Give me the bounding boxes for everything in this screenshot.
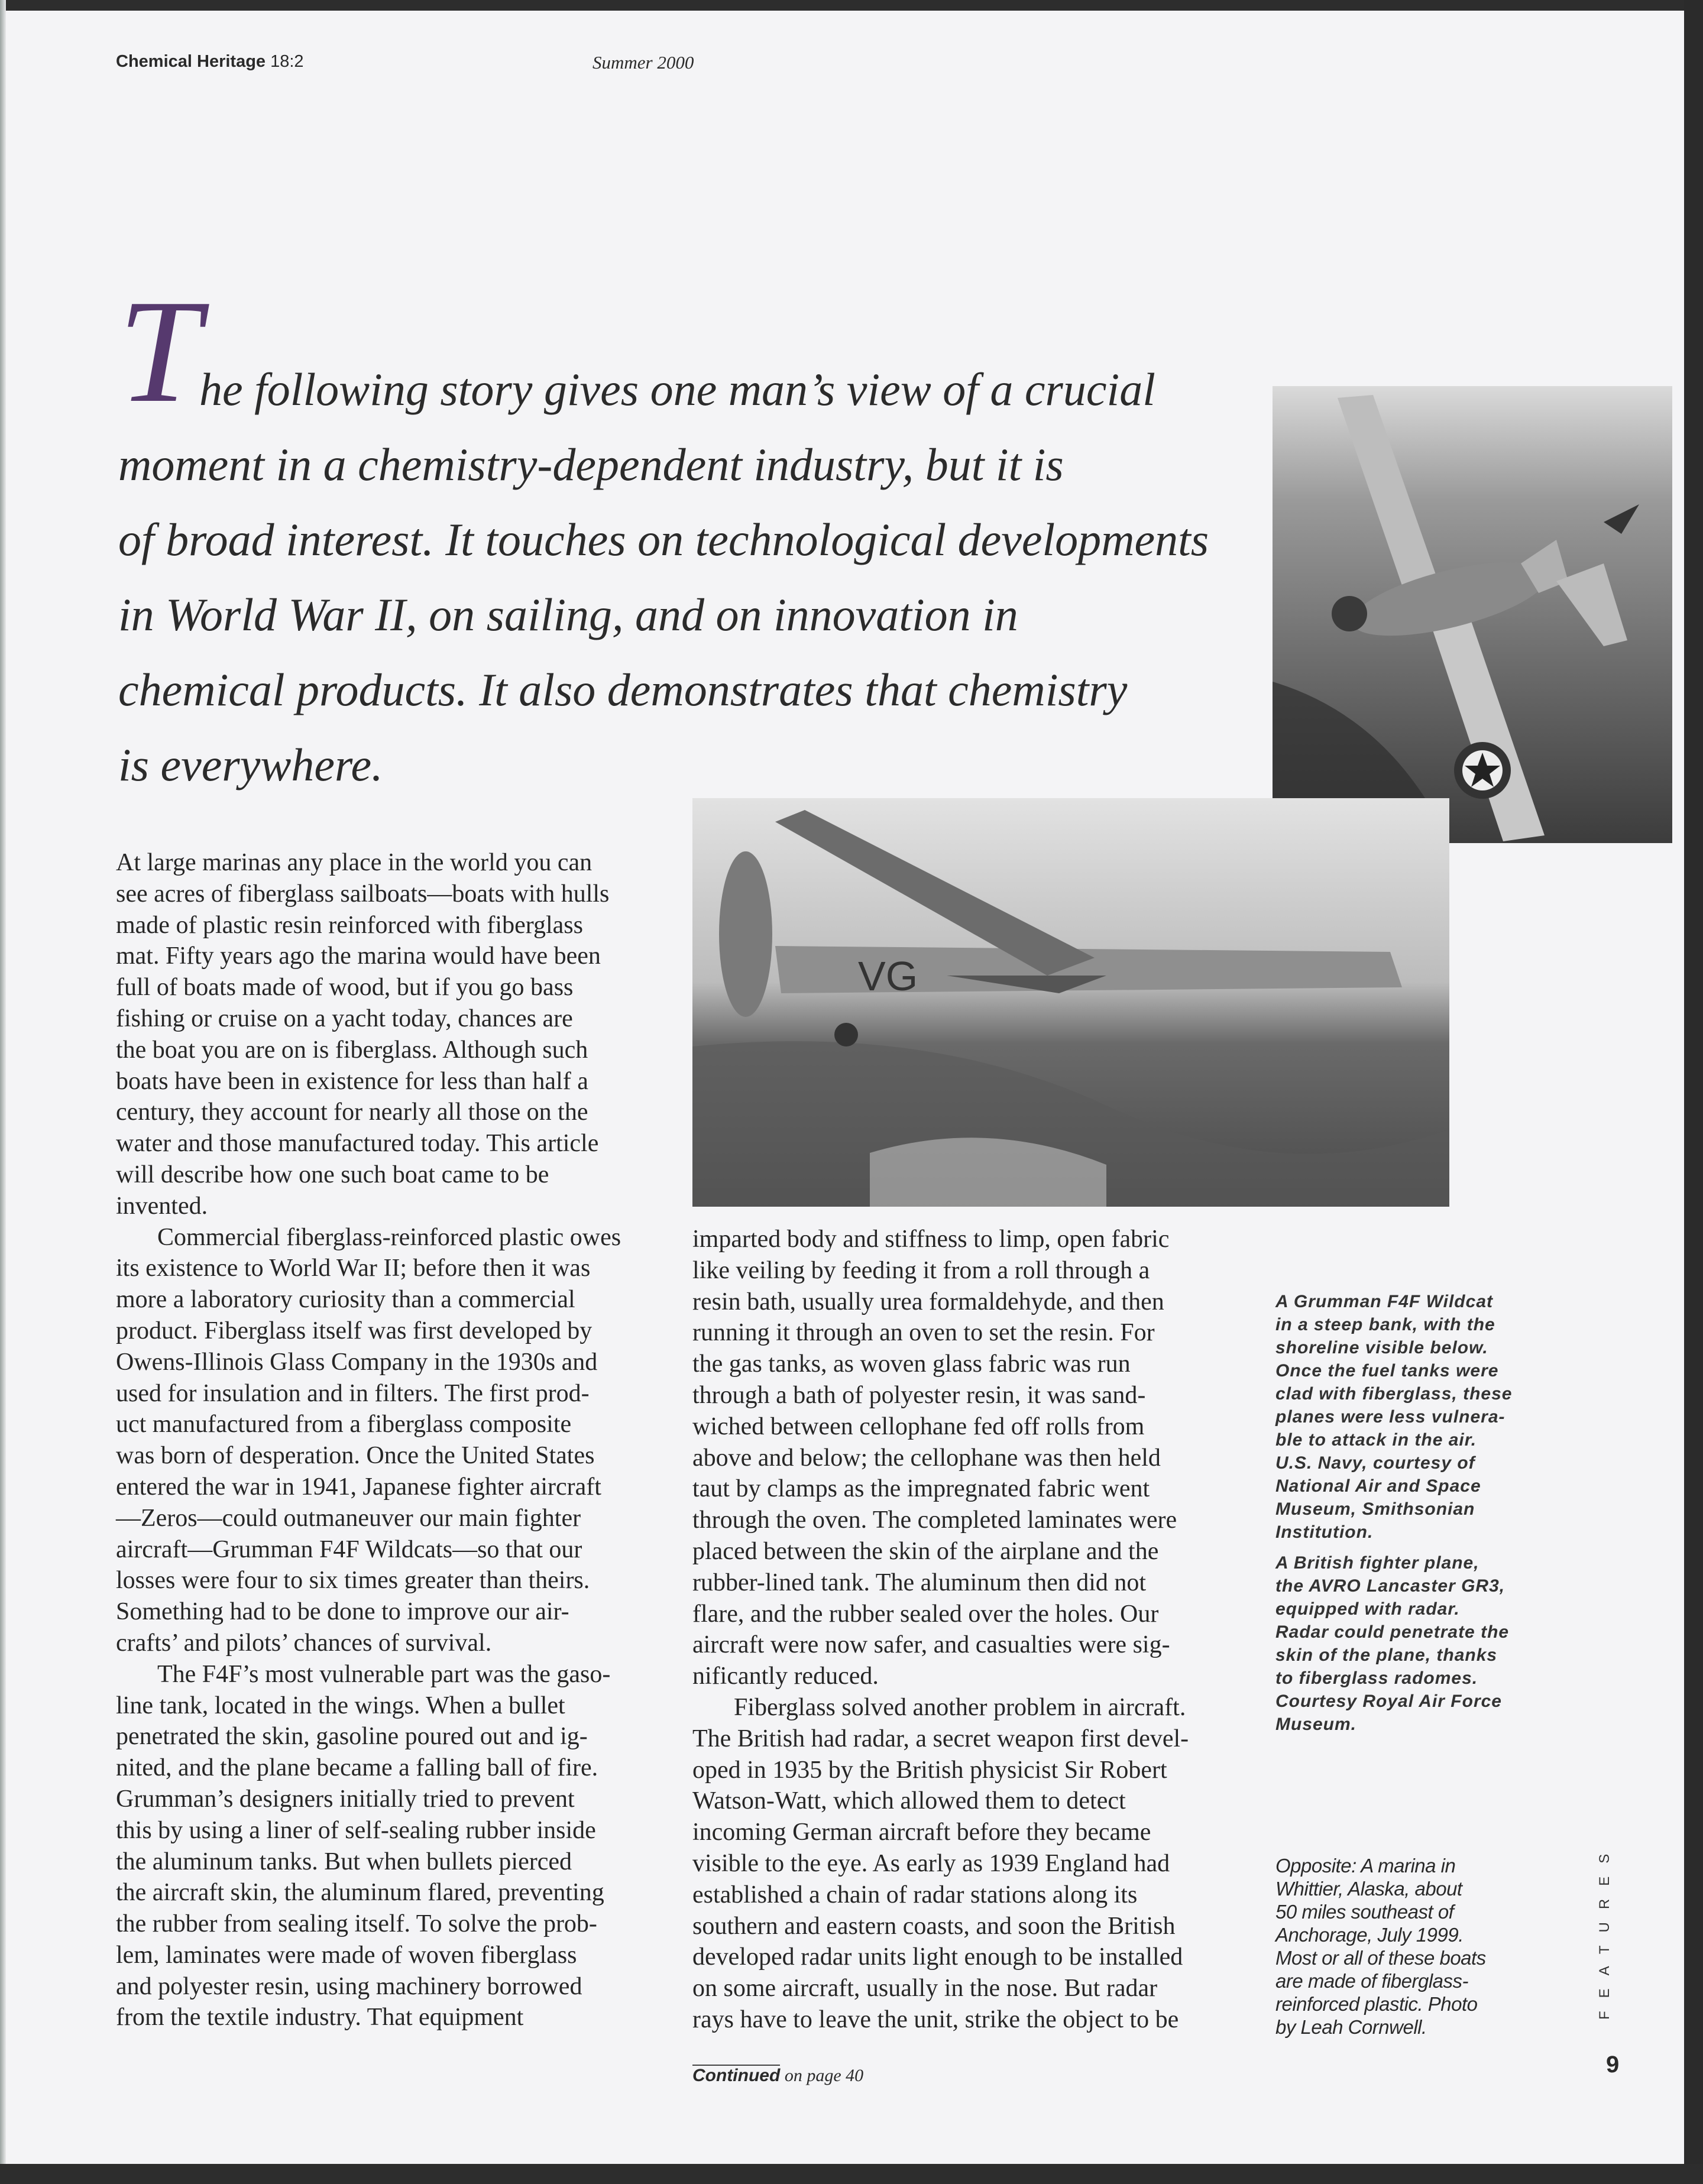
- caption-line: National Air and Space: [1275, 1476, 1481, 1496]
- body-text-line: mat. Fifty years ago the marina would have been: [116, 942, 601, 970]
- body-text-line: the aluminum tanks. But when bullets pierced: [116, 1848, 572, 1875]
- pull-quote-line: in World War II, on sailing, and on innovation in: [118, 589, 1018, 640]
- body-text-line: the rubber from sealing itself. To solve the prob-: [116, 1910, 597, 1938]
- continued-label: Continued: [692, 2066, 781, 2085]
- body-text-line: made of plastic resin reinforced with fiberglass: [116, 911, 583, 939]
- body-text-line: crafts’ and pilots’ chances of survival.: [116, 1629, 492, 1657]
- body-text-line: rubber-lined tank. The aluminum then did not: [692, 1569, 1147, 1596]
- scan-border-bottom: [0, 2164, 1703, 2184]
- body-text-line: water and those manufactured today. This article: [116, 1130, 599, 1158]
- body-text-line: and polyester resin, using machinery borrowed: [116, 1972, 582, 2000]
- caption-line: Opposite: A marina in: [1275, 1855, 1456, 1877]
- caption-line: Once the fuel tanks were: [1275, 1361, 1499, 1381]
- body-text-line: the aircraft skin, the aluminum flared, preventing: [116, 1879, 604, 1907]
- pull-quote-line: moment in a chemistry-dependent industry, but it is: [118, 439, 1064, 490]
- body-text-line: resin bath, usually urea formaldehyde, and then: [692, 1288, 1164, 1315]
- body-text-line: entered the war in 1941, Japanese fighter aircraft: [116, 1473, 601, 1501]
- body-text-line: The F4F’s most vulnerable part was the gaso-: [157, 1660, 611, 1688]
- lancaster-photo: [692, 798, 1449, 1207]
- body-text-line: Commercial fiberglass-reinforced plastic owes: [157, 1223, 621, 1251]
- body-text-line: Fiberglass solved another problem in aircraft.: [734, 1693, 1186, 1721]
- continued-link[interactable]: [692, 2066, 863, 2086]
- caption-line: A Grumman F4F Wildcat: [1275, 1292, 1493, 1311]
- body-text-line: this by using a liner of self-sealing rubber inside: [116, 1816, 596, 1844]
- caption-line: Anchorage, July 1999.: [1275, 1924, 1464, 1946]
- body-text-line: was born of desperation. Once the United States: [116, 1442, 595, 1470]
- body-text-line: like veiling by feeding it from a roll through a: [692, 1256, 1150, 1284]
- caption-line: Whittier, Alaska, about: [1275, 1878, 1462, 1900]
- body-text-line: line tank, located in the wings. When a bullet: [116, 1692, 565, 1719]
- body-text-line: Grumman’s designers initially tried to prevent: [116, 1785, 575, 1813]
- body-text-line: uct manufactured from a fiberglass composite: [116, 1411, 572, 1438]
- body-text-line: flare, and the rubber sealed over the holes. Our: [692, 1600, 1159, 1628]
- caption-line: 50 miles southeast of: [1275, 1901, 1454, 1923]
- caption-line: are made of fiberglass-: [1275, 1970, 1468, 1992]
- body-text-line: aircraft were now safer, and casualties were sig-: [692, 1631, 1170, 1659]
- caption-line: to fiberglass radomes.: [1275, 1668, 1478, 1688]
- body-text-line: rays have to leave the unit, strike the object to be: [692, 2005, 1179, 2033]
- body-text-line: product. Fiberglass itself was first developed by: [116, 1317, 593, 1344]
- continued-page: on page 40: [780, 2066, 864, 2085]
- drop-cap: T: [118, 270, 201, 433]
- body-column-middle: [692, 1224, 1231, 2036]
- body-text-line: At large marinas any place in the world you can: [116, 849, 593, 876]
- caption-line: Museum.: [1275, 1715, 1357, 1734]
- body-text-line: lem, laminates were made of woven fiberglass: [116, 1941, 577, 1969]
- caption-lancaster: [1275, 1551, 1509, 1736]
- section-label: FEATURES: [1597, 1840, 1613, 2020]
- caption-line: Courtesy Royal Air Force: [1275, 1692, 1502, 1711]
- scan-border-left: [0, 0, 6, 2184]
- body-text-line: its existence to World War II; before then it was: [116, 1255, 591, 1282]
- caption-line: clad with fiberglass, these: [1275, 1384, 1513, 1404]
- caption-line: reinforced plastic. Photo: [1275, 1993, 1478, 2015]
- body-text-line: visible to the eye. As early as 1939 England had: [692, 1849, 1170, 1877]
- body-text-line: oped in 1935 by the British physicist Sir Robert: [692, 1756, 1167, 1784]
- pull-quote-line: of broad interest. It touches on technological developments: [118, 514, 1209, 565]
- body-text-line: penetrated the skin, gasoline poured out and ig-: [116, 1723, 588, 1751]
- body-text-line: the gas tanks, as woven glass fabric was run: [692, 1350, 1131, 1378]
- caption-line: Most or all of these boats: [1275, 1947, 1486, 1969]
- caption-wildcat: [1275, 1290, 1512, 1544]
- body-text-line: imparted body and stiffness to limp, open fabric: [692, 1226, 1170, 1253]
- body-text-line: aircraft—Grumman F4F Wildcats—so that our: [116, 1535, 582, 1563]
- body-text-line: southern and eastern coasts, and soon the British: [692, 1912, 1176, 1940]
- pull-quote: [118, 352, 1209, 802]
- body-text-line: boats have been in existence for less than half a: [116, 1067, 588, 1095]
- caption-line: U.S. Navy, courtesy of: [1275, 1453, 1475, 1473]
- caption-line: Institution.: [1275, 1522, 1374, 1542]
- caption-line: planes were less vulnera-: [1275, 1407, 1505, 1427]
- body-text-line: above and below; the cellophane was then held: [692, 1444, 1161, 1472]
- body-text-line: —Zeros—could outmaneuver our main fighter: [116, 1504, 581, 1532]
- journal-title: Chemical Heritage: [116, 52, 266, 71]
- journal-volume: 18:2: [270, 52, 304, 71]
- body-text-line: through the oven. The completed laminates were: [692, 1506, 1177, 1534]
- body-text-line: fishing or cruise on a yacht today, chances are: [116, 1004, 573, 1032]
- body-text-line: losses were four to six times greater than theirs.: [116, 1567, 590, 1595]
- body-text-line: Watson-Watt, which allowed them to detect: [692, 1787, 1126, 1815]
- body-text-line: the boat you are on is fiberglass. Although such: [116, 1036, 588, 1064]
- caption-line: skin of the plane, thanks: [1275, 1645, 1498, 1665]
- pull-quote-line: he following story gives one man’s view of a crucial: [199, 364, 1155, 415]
- pull-quote-line: chemical products. It also demonstrates that chemistry: [118, 664, 1128, 715]
- caption-line: the AVRO Lancaster GR3,: [1275, 1576, 1505, 1596]
- body-column-left: [116, 847, 654, 2033]
- body-text-line: wiched between cellophane fed off rolls from: [692, 1412, 1145, 1440]
- body-text-line: invented.: [116, 1192, 208, 1220]
- scan-border-right: [1684, 0, 1703, 2184]
- body-text-line: placed between the skin of the airplane and the: [692, 1537, 1159, 1565]
- caption-line: Radar could penetrate the: [1275, 1622, 1510, 1642]
- lancaster-squadron-code: VG: [858, 953, 918, 999]
- caption-line: equipped with radar.: [1275, 1599, 1460, 1619]
- running-header-season: Summer 2000: [593, 52, 694, 73]
- body-text-line: nited, and the plane became a falling ball of fire.: [116, 1754, 598, 1782]
- body-text-line: Owens-Illinois Glass Company in the 1930s and: [116, 1348, 598, 1376]
- scan-border-top: [0, 0, 1703, 11]
- caption-line: ble to attack in the air.: [1275, 1430, 1477, 1450]
- body-text-line: see acres of fiberglass sailboats—boats with hulls: [116, 880, 610, 908]
- caption-line: by Leah Cornwell.: [1275, 2016, 1427, 2038]
- caption-line: in a steep bank, with the: [1275, 1315, 1495, 1334]
- body-text-line: on some aircraft, usually in the nose. But radar: [692, 1975, 1158, 2002]
- caption-line: Museum, Smithsonian: [1275, 1499, 1475, 1519]
- body-text-line: developed radar units light enough to be installed: [692, 1943, 1183, 1971]
- body-text-line: Something had to be done to improve our air-: [116, 1598, 569, 1626]
- body-text-line: from the textile industry. That equipment: [116, 2004, 524, 2031]
- body-text-line: used for insulation and in filters. The first prod-: [116, 1379, 590, 1407]
- body-text-line: taut by clamps as the impregnated fabric went: [692, 1475, 1150, 1503]
- body-text-line: running it through an oven to set the resin. For: [692, 1319, 1155, 1347]
- body-text-line: century, they account for nearly all those on the: [116, 1099, 588, 1126]
- body-text-line: The British had radar, a secret weapon first devel-: [692, 1725, 1189, 1752]
- body-text-line: established a chain of radar stations along its: [692, 1881, 1138, 1908]
- body-text-line: nificantly reduced.: [692, 1663, 879, 1690]
- body-text-line: full of boats made of wood, but if you go bass: [116, 974, 574, 1002]
- body-text-line: through a bath of polyester resin, it was sand-: [692, 1381, 1146, 1409]
- body-text-line: incoming German aircraft before they became: [692, 1819, 1151, 1846]
- body-text-line: more a laboratory curiosity than a commercial: [116, 1286, 575, 1314]
- body-text-line: will describe how one such boat came to be: [116, 1161, 549, 1188]
- caption-line: A British fighter plane,: [1275, 1553, 1479, 1573]
- page-number: 9: [1606, 2052, 1620, 2078]
- caption-line: shoreline visible below.: [1275, 1338, 1488, 1357]
- running-header-journal: [116, 52, 304, 72]
- caption-opposite-marina: [1275, 1854, 1486, 2039]
- wildcat-photo: [1273, 386, 1672, 843]
- pull-quote-line: is everywhere.: [118, 739, 383, 790]
